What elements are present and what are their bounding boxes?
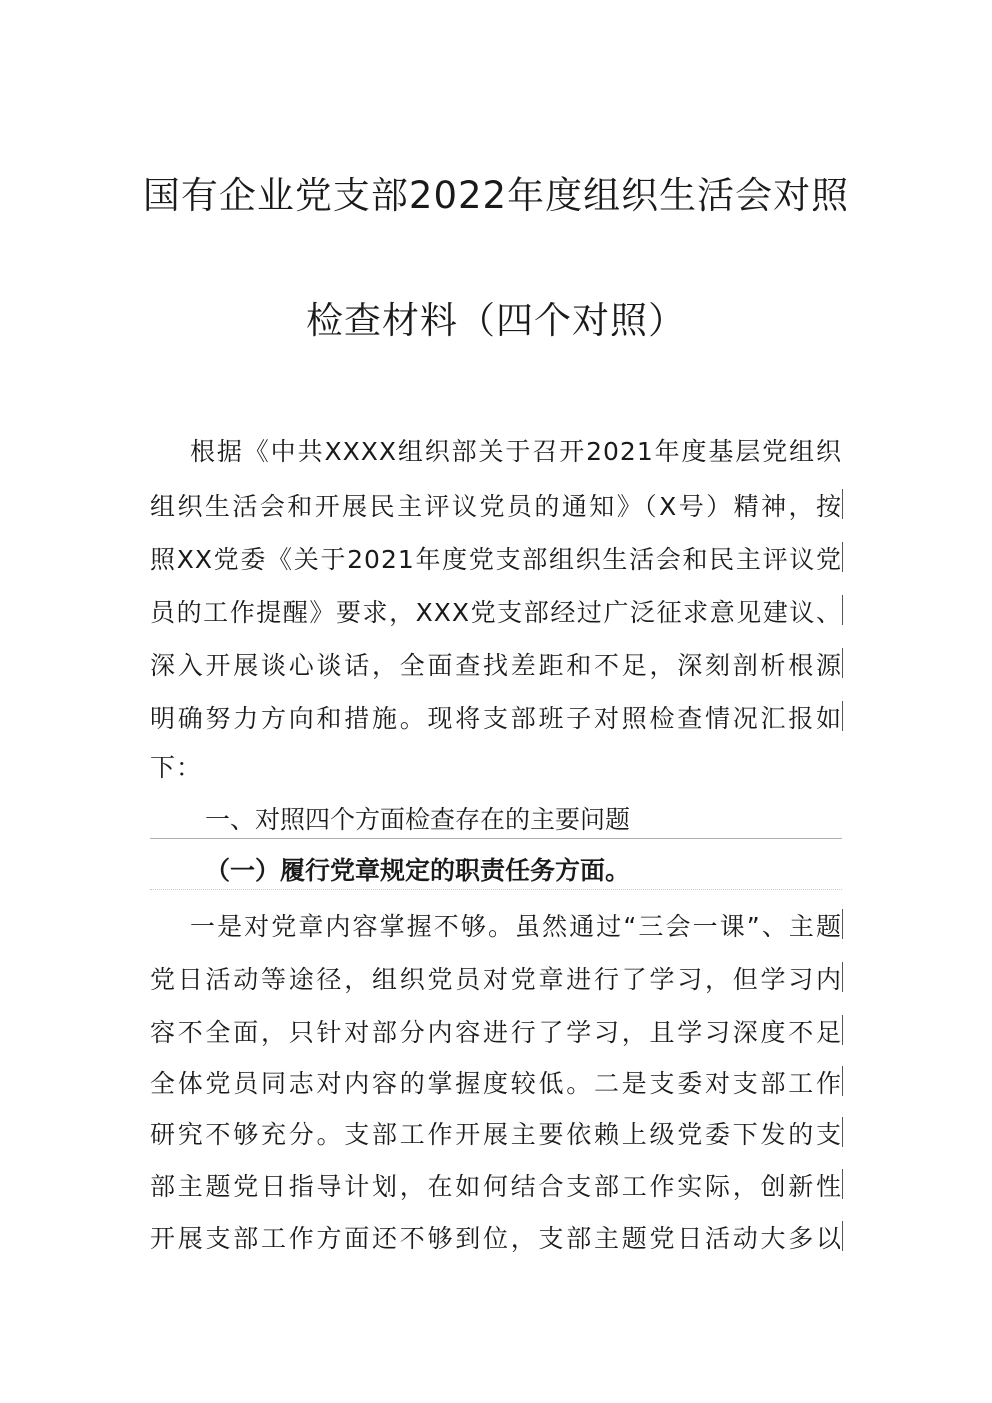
margin-bar xyxy=(842,1015,843,1045)
intro-line: 深入开展谈心谈话，全面查找差距和不足，深刻剖析根源 xyxy=(150,651,842,680)
divider xyxy=(150,889,842,890)
section-heading: 一、对照四个方面检查存在的主要问题 xyxy=(205,805,631,834)
margin-bar xyxy=(842,962,843,992)
margin-bar xyxy=(842,701,843,731)
body-line: 部主题党日指导计划，在如何结合支部工作实际，创新性 xyxy=(150,1172,842,1201)
body-line: 党日活动等途径，组织党员对党章进行了学习，但学习内 xyxy=(150,965,842,994)
margin-bar xyxy=(842,1066,843,1096)
body-line: 一是对党章内容掌握不够。虽然通过“三会一课”、主题 xyxy=(190,912,842,941)
margin-bar xyxy=(842,909,843,939)
document-title-line2: 检查材料（四个对照） xyxy=(306,299,686,342)
margin-bar xyxy=(842,1117,843,1147)
margin-bar xyxy=(842,542,843,572)
intro-line: 明确努力方向和措施。现将支部班子对照检查情况汇报如 xyxy=(150,704,842,733)
intro-line: 照XX党委《关于2021年度党支部组织生活会和民主评议党 xyxy=(150,545,842,574)
divider xyxy=(150,838,842,839)
body-line: 容不全面，只针对部分内容进行了学习，且学习深度不足 xyxy=(150,1018,842,1047)
margin-bar xyxy=(842,1169,843,1199)
body-line: 全体党员同志对内容的掌握度较低。二是支委对支部工作 xyxy=(150,1069,842,1098)
body-line: 研究不够充分。支部工作开展主要依赖上级党委下发的支 xyxy=(150,1120,842,1149)
margin-bar xyxy=(842,489,843,519)
margin-bar xyxy=(842,595,843,625)
margin-bar xyxy=(842,1221,843,1251)
margin-bar xyxy=(842,648,843,678)
intro-line: 下： xyxy=(150,753,203,782)
intro-line: 根据《中共XXXX组织部关于召开2021年度基层党组织 xyxy=(190,437,842,466)
intro-line: 组织生活会和开展民主评议党员的通知》（X号）精神，按 xyxy=(150,492,842,521)
body-line: 开展支部工作方面还不够到位，支部主题党日活动大多以 xyxy=(150,1224,842,1253)
document-title-line1: 国有企业党支部2022年度组织生活会对照 xyxy=(142,174,850,217)
subsection-heading: （一）履行党章规定的职责任务方面。 xyxy=(205,856,631,885)
intro-line: 员的工作提醒》要求，XXX党支部经过广泛征求意见建议、 xyxy=(150,598,842,627)
